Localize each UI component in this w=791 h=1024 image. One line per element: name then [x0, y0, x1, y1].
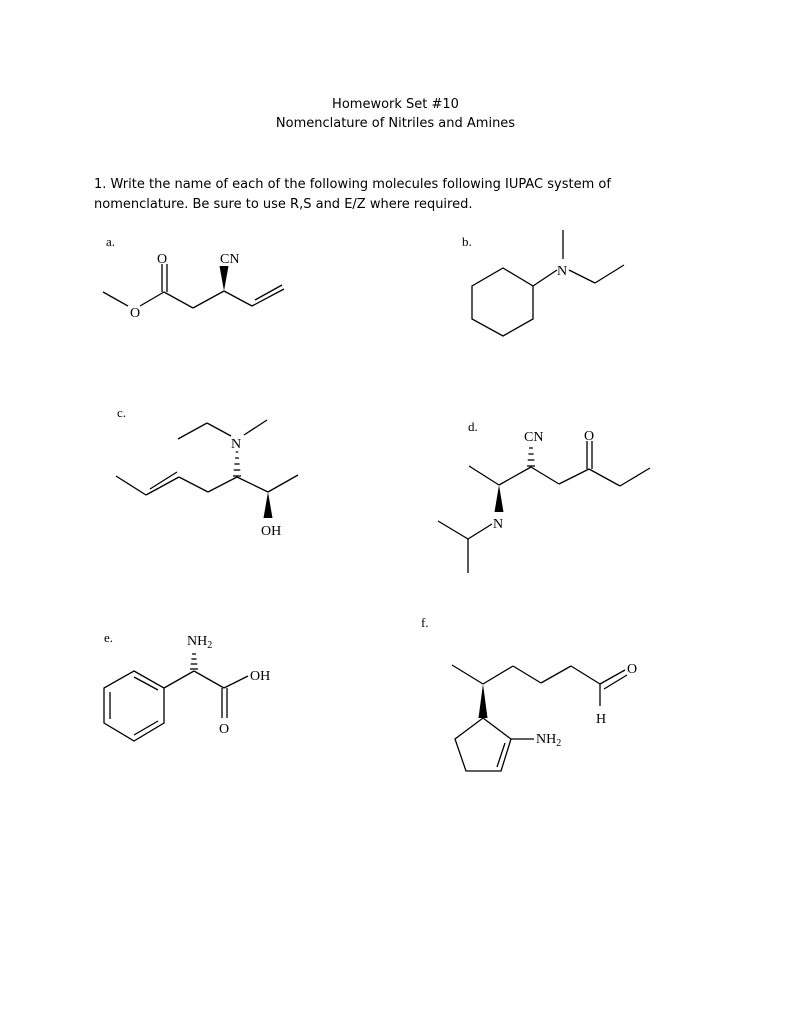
atom-d-amine-n: N — [493, 517, 504, 532]
atom-d-nitrile: CN — [524, 430, 544, 445]
atom-d-carbonyl-o: O — [584, 429, 595, 444]
page-subtitle: Nomenclature of Nitriles and Amines — [275, 116, 516, 131]
atom-a-nitrile: CN — [220, 252, 240, 267]
atom-a-carbonyl-o: O — [157, 252, 168, 267]
molecule-d-label: d. — [468, 419, 478, 434]
atom-c-hydroxyl: OH — [261, 524, 282, 539]
atom-e-amine: $NH_2$ — [187, 634, 213, 651]
molecule-f-label: f. — [421, 615, 429, 630]
atom-c-amine-n: N — [231, 437, 242, 452]
question-1-text: 1. Write the name of each of the following molecules following IUPAC system of nomenclature. Be sure to use R,S and E/Z where required. — [94, 177, 611, 212]
atom-f-aldehyde-o: O — [627, 662, 638, 677]
molecule-a-label: a. — [106, 234, 116, 249]
molecule-b-label: b. — [462, 234, 472, 249]
atom-f-aldehyde-h: H — [596, 712, 607, 727]
atom-b-amine-n: N — [557, 264, 568, 279]
atom-e-carbonyl-o: O — [219, 722, 230, 737]
atom-a-ester-o: O — [130, 306, 141, 321]
atom-e-hydroxyl: OH — [250, 669, 271, 684]
molecule-c-structure — [116, 420, 298, 539]
molecule-e-label: e. — [104, 630, 114, 645]
molecule-e-structure — [104, 634, 270, 741]
molecule-c-label: c. — [117, 405, 127, 420]
page-title: Homework Set #10 — [332, 97, 459, 112]
molecule-f-structure — [452, 662, 637, 771]
molecule-a-structure — [103, 252, 284, 321]
atom-f-amine: $NH_2$ — [536, 732, 562, 749]
molecule-b-structure — [472, 230, 624, 336]
molecule-d-structure — [438, 429, 650, 573]
